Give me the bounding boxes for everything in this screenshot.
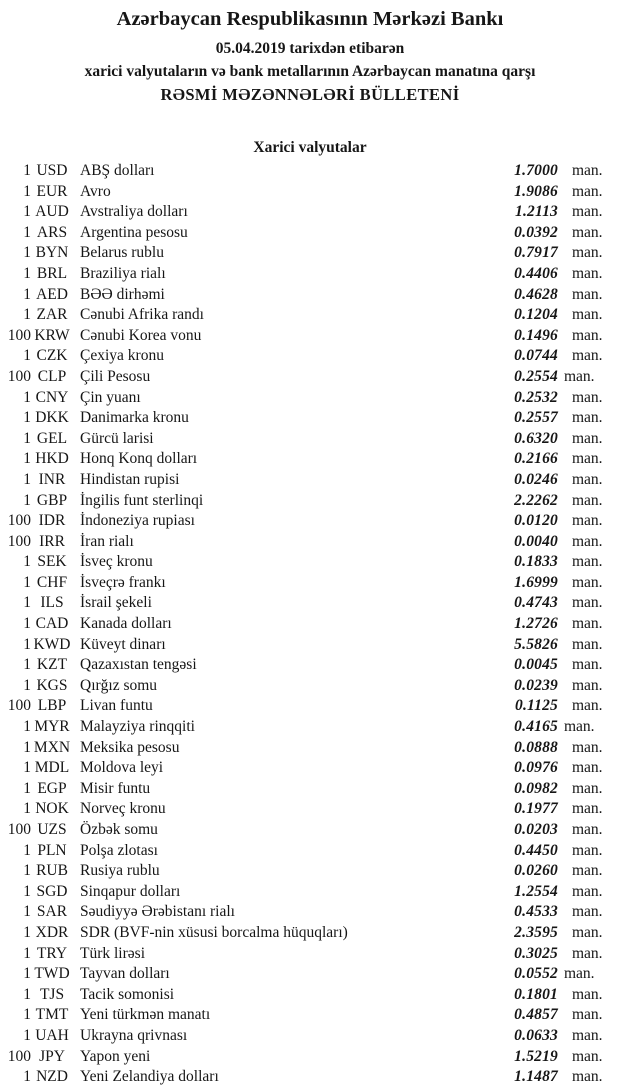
currency-code: XDR xyxy=(35,923,69,941)
currency-name: ABŞ dolları xyxy=(80,162,155,179)
qty-cell: 1 xyxy=(23,491,31,509)
qty-cell: 1 xyxy=(23,985,31,1003)
rate-row xyxy=(0,614,620,635)
currency-code: TJS xyxy=(39,985,65,1003)
qty-cell: 1 xyxy=(23,388,31,406)
unit-label: man. xyxy=(572,429,603,447)
unit-label: man. xyxy=(572,450,603,468)
currency-code: SGD xyxy=(36,882,68,900)
rate-row xyxy=(0,552,620,573)
rate-value: 0.0045 xyxy=(514,656,558,674)
currency-code: CAD xyxy=(35,615,69,633)
currency-name: İsveçrə frankı xyxy=(80,573,166,591)
unit-label: man. xyxy=(572,738,603,756)
rate-value: 0.0888 xyxy=(514,738,558,756)
qty-cell: 1 xyxy=(23,718,31,736)
rate-row xyxy=(0,182,620,203)
unit-label: man. xyxy=(572,244,603,262)
rate-row xyxy=(0,738,620,759)
rate-row xyxy=(0,861,620,882)
currency-code: CHF xyxy=(36,573,68,591)
qty-cell: 100 xyxy=(7,532,31,550)
currency-name: Belarus rublu xyxy=(80,244,164,262)
currency-name: İran rialı xyxy=(80,532,134,550)
currency-name: Çexiya kronu xyxy=(80,347,164,365)
currency-name: İngilis funt sterlinqi xyxy=(80,491,204,509)
rate-value: 1.2726 xyxy=(514,615,558,633)
currency-code: NOK xyxy=(35,800,69,818)
rate-row xyxy=(0,243,620,264)
currency-code: UAH xyxy=(35,1026,69,1044)
unit-label: man. xyxy=(572,944,603,962)
currency-name: BƏƏ dirhəmi xyxy=(80,285,165,303)
section-title-foreign-currencies: Xarici valyutalar xyxy=(253,139,367,156)
currency-name: Braziliya rialı xyxy=(80,264,166,282)
unit-label: man. xyxy=(572,326,603,344)
unit-label: man. xyxy=(572,573,603,591)
unit-label: man. xyxy=(572,512,603,530)
rate-row xyxy=(0,964,620,985)
qty-cell: 1 xyxy=(23,264,31,282)
currency-code: MXN xyxy=(33,738,71,756)
rate-value: 0.0120 xyxy=(514,512,558,530)
currency-code: IRR xyxy=(39,532,65,550)
rate-value: 0.2554 xyxy=(514,367,558,385)
rate-value: 1.1487 xyxy=(514,1068,558,1086)
unit-label: man. xyxy=(572,264,603,282)
qty-cell: 100 xyxy=(7,326,31,344)
currency-code: AUD xyxy=(35,203,69,221)
qty-cell: 1 xyxy=(23,841,31,859)
currency-name: Cənubi Korea vonu xyxy=(80,326,202,344)
unit-label: man. xyxy=(564,718,595,736)
unit-label: man. xyxy=(572,532,603,550)
rate-value: 0.7917 xyxy=(514,244,558,262)
qty-cell: 100 xyxy=(7,512,31,530)
unit-label: man. xyxy=(572,347,603,365)
unit-label: man. xyxy=(572,779,603,797)
unit-label: man. xyxy=(572,862,603,880)
currency-name: Tacik somonisi xyxy=(80,985,175,1003)
rate-value: 0.0203 xyxy=(514,821,558,838)
currency-code: TWD xyxy=(34,965,70,983)
currency-name: Qazaxıstan tengəsi xyxy=(80,656,197,674)
rate-row xyxy=(0,635,620,656)
bulletin-subtitle: xarici valyutaların və bank metallarının Azərbaycan manatına qarşı xyxy=(84,63,536,80)
currency-name: Özbək somu xyxy=(80,821,158,838)
currency-name: Cənubi Afrika randı xyxy=(80,306,204,324)
currency-code: AED xyxy=(36,285,68,303)
currency-code: TRY xyxy=(36,944,68,962)
unit-label: man. xyxy=(572,203,603,221)
currency-name: Qırğız somu xyxy=(80,676,158,694)
currency-code: RUB xyxy=(36,862,68,880)
currency-code: DKK xyxy=(35,409,69,427)
qty-cell: 1 xyxy=(23,306,31,324)
rate-row xyxy=(0,1005,620,1026)
rate-value: 0.0982 xyxy=(514,779,558,797)
currency-name: Moldova leyi xyxy=(80,759,164,777)
rate-row xyxy=(0,264,620,285)
currency-code: NZD xyxy=(36,1068,68,1086)
qty-cell: 1 xyxy=(23,759,31,777)
qty-cell: 1 xyxy=(23,615,31,633)
currency-code: CNY xyxy=(35,388,69,406)
qty-cell: 1 xyxy=(23,429,31,447)
bulletin-title: RƏSMİ MƏZƏNNƏLƏRİ BÜLLETENİ xyxy=(160,85,460,104)
rate-value: 0.4450 xyxy=(514,841,558,859)
unit-label: man. xyxy=(572,409,603,427)
qty-cell: 1 xyxy=(23,882,31,900)
qty-cell: 1 xyxy=(23,635,31,653)
currency-code: LBP xyxy=(37,697,67,715)
rate-value: 0.4743 xyxy=(514,594,558,612)
rate-row xyxy=(0,285,620,306)
currency-code: IDR xyxy=(38,512,66,530)
unit-label: man. xyxy=(564,965,595,983)
rate-value: 0.1204 xyxy=(514,306,558,324)
unit-label: man. xyxy=(572,821,603,838)
currency-code: BRL xyxy=(36,264,68,282)
rate-value: 0.4406 xyxy=(514,264,558,282)
rate-row xyxy=(0,1026,620,1047)
unit-label: man. xyxy=(572,553,603,571)
qty-cell: 1 xyxy=(23,409,31,427)
rate-row xyxy=(0,1047,620,1068)
rate-row xyxy=(0,511,620,532)
qty-cell: 1 xyxy=(23,203,31,221)
rate-row xyxy=(0,841,620,862)
currency-name: Norveç kronu xyxy=(80,800,166,818)
unit-label: man. xyxy=(572,882,603,900)
currency-code: KGS xyxy=(36,676,68,694)
qty-cell: 1 xyxy=(23,1006,31,1024)
currency-code: TMT xyxy=(35,1006,69,1024)
unit-label: man. xyxy=(572,656,603,674)
unit-label: man. xyxy=(572,923,603,941)
currency-code: BYN xyxy=(35,244,69,262)
currency-name: Argentina pesosu xyxy=(80,223,188,241)
rate-value: 0.1977 xyxy=(514,800,558,818)
unit-label: man. xyxy=(572,285,603,303)
rate-row xyxy=(0,532,620,553)
rate-value: 0.1801 xyxy=(514,985,558,1003)
rate-row xyxy=(0,799,620,820)
qty-cell: 100 xyxy=(7,697,31,715)
qty-cell: 1 xyxy=(23,450,31,468)
unit-label: man. xyxy=(572,162,603,179)
unit-label: man. xyxy=(572,697,603,715)
unit-label: man. xyxy=(564,367,595,385)
unit-label: man. xyxy=(572,800,603,818)
currency-name: Yapon yeni xyxy=(80,1047,151,1065)
currency-code: JPY xyxy=(39,1047,65,1065)
rate-value: 1.6999 xyxy=(514,573,558,591)
rate-value: 0.0246 xyxy=(514,470,558,488)
unit-label: man. xyxy=(572,306,603,324)
rate-value: 0.1125 xyxy=(515,697,558,715)
currency-code: MDL xyxy=(34,759,70,777)
qty-cell: 1 xyxy=(23,182,31,200)
currency-code: CZK xyxy=(36,347,68,365)
rate-row xyxy=(0,779,620,800)
effective-date-line: 05.04.2019 tarixdən etibarən xyxy=(215,40,405,57)
rate-row xyxy=(0,923,620,944)
qty-cell: 1 xyxy=(23,244,31,262)
rate-value: 5.5826 xyxy=(514,635,558,653)
currency-code: GEL xyxy=(36,429,68,447)
qty-cell: 1 xyxy=(23,1026,31,1044)
rate-value: 0.4857 xyxy=(514,1006,558,1024)
rate-value: 0.4533 xyxy=(514,903,558,921)
rate-value: 0.1496 xyxy=(514,326,558,344)
currency-name: Avstraliya dolları xyxy=(80,203,188,221)
qty-cell: 1 xyxy=(23,923,31,941)
unit-label: man. xyxy=(572,1026,603,1044)
qty-cell: 1 xyxy=(23,573,31,591)
rate-value: 0.2532 xyxy=(514,388,558,406)
currency-code: INR xyxy=(38,470,66,488)
rate-value: 0.6320 xyxy=(514,429,558,447)
qty-cell: 1 xyxy=(23,594,31,612)
unit-label: man. xyxy=(572,491,603,509)
rate-row xyxy=(0,573,620,594)
currency-code: USD xyxy=(36,162,68,179)
unit-label: man. xyxy=(572,1006,603,1024)
rate-value: 0.2166 xyxy=(514,450,558,468)
rates-table xyxy=(0,161,620,1088)
currency-name: Səudiyyə Ərəbistanı rialı xyxy=(80,903,235,921)
rate-value: 0.0633 xyxy=(514,1026,558,1044)
qty-cell: 1 xyxy=(23,676,31,694)
currency-name: Çili Pesosu xyxy=(80,367,151,385)
currency-name: Tayvan dolları xyxy=(80,965,170,983)
rate-row xyxy=(0,429,620,450)
rate-row xyxy=(0,882,620,903)
rate-value: 1.2554 xyxy=(514,882,558,900)
unit-label: man. xyxy=(572,635,603,653)
rate-value: 2.2262 xyxy=(514,491,558,509)
unit-label: man. xyxy=(572,1068,603,1086)
qty-cell: 100 xyxy=(7,1047,31,1065)
currency-name: Danimarka kronu xyxy=(80,409,189,427)
rate-value: 0.0976 xyxy=(514,759,558,777)
currency-code: SAR xyxy=(36,903,68,921)
rate-value: 1.2113 xyxy=(515,203,558,221)
rate-row xyxy=(0,202,620,223)
currency-name: Rusiya rublu xyxy=(80,862,160,880)
rate-row xyxy=(0,944,620,965)
unit-label: man. xyxy=(572,676,603,694)
rate-value: 0.0040 xyxy=(514,532,558,550)
rate-value: 0.0239 xyxy=(514,676,558,694)
rate-row xyxy=(0,1067,620,1088)
currency-name: Yeni Zelandiya dolları xyxy=(80,1068,219,1086)
unit-label: man. xyxy=(572,388,603,406)
rate-value: 1.5219 xyxy=(514,1047,558,1065)
currency-name: Malayziya rinqqiti xyxy=(80,718,195,736)
currency-code: PLN xyxy=(37,841,67,859)
qty-cell: 1 xyxy=(23,223,31,241)
currency-code: KZT xyxy=(36,656,68,674)
document-header xyxy=(0,0,620,106)
currency-code: EUR xyxy=(36,182,68,200)
currency-name: Küveyt dinarı xyxy=(80,635,166,653)
currency-name: Honq Konq dolları xyxy=(80,450,198,468)
currency-name: Avro xyxy=(80,182,111,200)
currency-name: İsveç kronu xyxy=(80,553,153,571)
currency-name: Polşa zlotası xyxy=(80,841,158,859)
currency-name: Livan funtu xyxy=(80,697,153,715)
rate-row xyxy=(0,408,620,429)
currency-code: SEK xyxy=(37,553,67,571)
rate-row xyxy=(0,593,620,614)
currency-name: Türk lirəsi xyxy=(80,944,145,962)
currency-name: Meksika pesosu xyxy=(80,738,180,756)
rate-row xyxy=(0,388,620,409)
rate-row xyxy=(0,985,620,1006)
rate-row xyxy=(0,696,620,717)
unit-label: man. xyxy=(572,985,603,1003)
rate-value: 0.4165 xyxy=(514,718,558,736)
rate-value: 0.3025 xyxy=(514,944,558,962)
unit-label: man. xyxy=(572,615,603,633)
qty-cell: 1 xyxy=(23,944,31,962)
qty-cell: 1 xyxy=(23,965,31,983)
currency-code: KWD xyxy=(33,635,71,653)
currency-code: GBP xyxy=(36,491,68,509)
qty-cell: 1 xyxy=(23,470,31,488)
currency-name: Kanada dolları xyxy=(80,615,172,633)
qty-cell: 100 xyxy=(7,821,31,838)
rate-row xyxy=(0,449,620,470)
rate-row xyxy=(0,676,620,697)
qty-cell: 1 xyxy=(23,738,31,756)
rate-row xyxy=(0,820,620,841)
bank-name-title: Azərbaycan Respublikasının Mərkəzi Bankı xyxy=(116,8,504,30)
currency-name: Hindistan rupisi xyxy=(80,470,180,488)
currency-code: EGP xyxy=(37,779,67,797)
qty-cell: 100 xyxy=(7,367,31,385)
rate-value: 0.2557 xyxy=(514,409,558,427)
rate-row xyxy=(0,491,620,512)
rate-row xyxy=(0,902,620,923)
currency-code: MYR xyxy=(34,718,70,736)
currency-code: CLP xyxy=(37,367,67,385)
rate-row xyxy=(0,717,620,738)
unit-label: man. xyxy=(572,903,603,921)
currency-code: KRW xyxy=(34,326,70,344)
currency-name: Sinqapur dolları xyxy=(80,882,181,900)
rate-row xyxy=(0,326,620,347)
qty-cell: 1 xyxy=(23,800,31,818)
unit-label: man. xyxy=(572,470,603,488)
rate-row xyxy=(0,655,620,676)
currency-name: Çin yuanı xyxy=(80,388,141,406)
rate-value: 1.9086 xyxy=(514,182,558,200)
currency-code: UZS xyxy=(37,821,67,838)
rate-row xyxy=(0,161,620,182)
qty-cell: 1 xyxy=(23,862,31,880)
currency-name: İndoneziya rupiası xyxy=(80,512,195,530)
currency-name: SDR (BVF-nin xüsusi borcalma hüquqları) xyxy=(80,923,348,941)
rate-row xyxy=(0,223,620,244)
unit-label: man. xyxy=(572,1047,603,1065)
rate-value: 0.1833 xyxy=(514,553,558,571)
rate-row xyxy=(0,346,620,367)
currency-code: HKD xyxy=(35,450,69,468)
rate-value: 0.0744 xyxy=(514,347,558,365)
rate-row xyxy=(0,470,620,491)
unit-label: man. xyxy=(572,594,603,612)
currency-code: ZAR xyxy=(36,306,68,324)
rate-row xyxy=(0,367,620,388)
unit-label: man. xyxy=(572,759,603,777)
qty-cell: 1 xyxy=(23,656,31,674)
rate-value: 0.0392 xyxy=(514,223,558,241)
currency-name: Ukrayna qrivnası xyxy=(80,1026,188,1044)
currency-name: Misir funtu xyxy=(80,779,151,797)
qty-cell: 1 xyxy=(23,779,31,797)
rate-value: 0.0260 xyxy=(514,862,558,880)
rate-value: 1.7000 xyxy=(514,162,558,179)
unit-label: man. xyxy=(572,182,603,200)
currency-name: İsrail şekeli xyxy=(80,594,152,612)
qty-cell: 1 xyxy=(23,1068,31,1086)
currency-code: ILS xyxy=(40,594,64,612)
unit-label: man. xyxy=(572,841,603,859)
rate-value: 2.3595 xyxy=(514,923,558,941)
currency-name: Yeni türkmən manatı xyxy=(80,1006,211,1024)
currency-name: Gürcü larisi xyxy=(80,429,154,447)
unit-label: man. xyxy=(572,223,603,241)
rate-row xyxy=(0,305,620,326)
qty-cell: 1 xyxy=(23,553,31,571)
rate-value: 0.4628 xyxy=(514,285,558,303)
qty-cell: 1 xyxy=(23,903,31,921)
rate-value: 0.0552 xyxy=(514,965,558,983)
currency-code: ARS xyxy=(36,223,68,241)
rate-row xyxy=(0,758,620,779)
qty-cell: 1 xyxy=(23,162,31,179)
qty-cell: 1 xyxy=(23,285,31,303)
qty-cell: 1 xyxy=(23,347,31,365)
